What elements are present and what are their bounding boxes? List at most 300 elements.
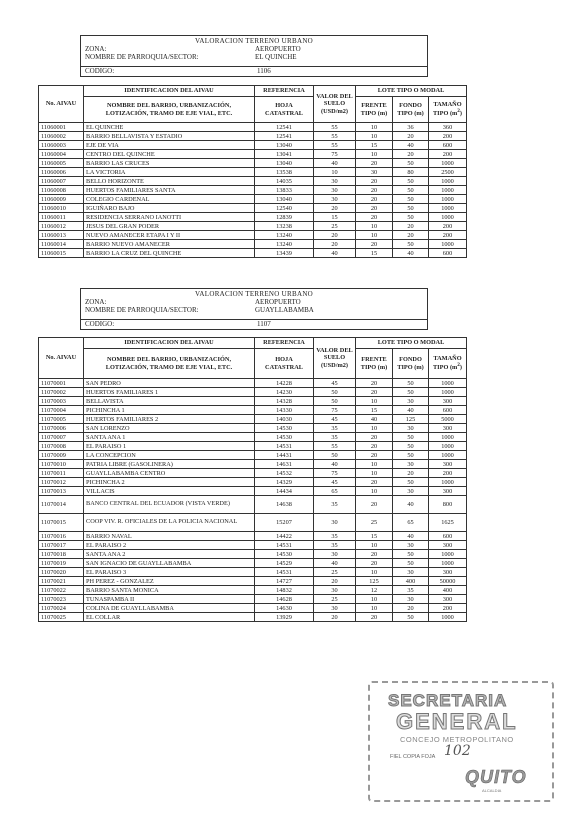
col-referencia: REFERENCIA [255,338,314,349]
cell-valor: 50 [314,397,356,406]
cell-frente: 10 [356,424,393,433]
cell-hoja: 14531 [255,568,314,577]
cell-frente: 10 [356,123,393,132]
col-valor: VALOR DEL SUELO (USD/m2) [314,86,356,123]
cell-hoja: 14530 [255,433,314,442]
cell-valor: 20 [314,240,356,249]
cell-valor: 45 [314,478,356,487]
cell-no-aivau: 11060015 [39,249,84,258]
stamp-line1: SECRETARIA [388,691,508,710]
col-tamano: TAMAÑO TIPO $(m^2)$ [429,349,467,379]
cell-valor: 25 [314,222,356,231]
cell-fondo: 40 [393,249,429,258]
table-row [39,213,467,222]
cell-no-aivau: 11060014 [39,240,84,249]
cell-tamano: 1000 [429,451,467,460]
cell-hoja: 14230 [255,388,314,397]
cell-nombre: SAN LORENZO [84,424,255,433]
cell-frente: 20 [356,177,393,186]
cell-no-aivau: 11070009 [39,451,84,460]
table-row [39,559,467,568]
table-row [39,496,467,514]
cell-fondo: 30 [393,568,429,577]
cell-fondo: 65 [393,514,429,532]
cell-no-aivau: 11070025 [39,613,84,622]
cell-nombre: IGUIÑARO BAJO [84,204,255,213]
cell-hoja: 13833 [255,186,314,195]
cell-tamano: 300 [429,595,467,604]
cell-frente: 10 [356,568,393,577]
cell-valor: 30 [314,550,356,559]
secretaria-general-stamp [368,681,554,802]
codigo-value: 1107 [257,320,271,328]
cell-nombre: EL PARAISO 1 [84,442,255,451]
col-referencia: REFERENCIA [255,86,314,97]
cell-nombre: SAN IGNACIO DE GUAYLLABAMBA [84,559,255,568]
valuation-table-quinche [38,85,467,258]
cell-hoja: 14628 [255,595,314,604]
cell-tamano: 1000 [429,186,467,195]
cell-frente: 10 [356,541,393,550]
cell-valor: 35 [314,532,356,541]
table-row [39,550,467,559]
cell-fondo: 30 [393,595,429,604]
col-lote: LOTE TIPO O MODAL [356,338,467,349]
table-row [39,442,467,451]
zona-label: ZONA: [85,45,107,54]
cell-nombre: COLINA DE GUAYLLABAMBA [84,604,255,613]
cell-frente: 30 [356,168,393,177]
cell-tamano: 600 [429,532,467,541]
table-row [39,433,467,442]
cell-fondo: 50 [393,478,429,487]
cell-no-aivau: 11070017 [39,541,84,550]
col-tamano: TAMAÑO TIPO $(m^2)$ [429,97,467,123]
cell-no-aivau: 11060003 [39,141,84,150]
cell-valor: 25 [314,568,356,577]
cell-fondo: 30 [393,541,429,550]
cell-valor: 30 [314,177,356,186]
cell-frente: 10 [356,231,393,240]
table-row [39,177,467,186]
cell-nombre: BARRIO LA CRUZ DEL QUINCHE [84,249,255,258]
col-no-aivau: No. AIVAU [39,338,84,379]
cell-no-aivau: 11060013 [39,231,84,240]
cell-tamano: 400 [429,586,467,595]
cell-nombre: BARRIO NUEVO AMANECER [84,240,255,249]
cell-fondo: 50 [393,177,429,186]
table-body [39,123,467,258]
cell-fondo: 80 [393,168,429,177]
cell-fondo: 400 [393,577,429,586]
cell-frente: 10 [356,397,393,406]
table-row [39,379,467,388]
cell-frente: 10 [356,460,393,469]
cell-fondo: 50 [393,559,429,568]
cell-frente: 15 [356,249,393,258]
cell-nombre: COOP VIV. R. OFICIALES DE LA POLICIA NACIONAL [84,514,255,532]
cell-tamano: 1000 [429,442,467,451]
cell-fondo: 50 [393,159,429,168]
cell-hoja: 12839 [255,213,314,222]
cell-nombre: HUERTOS FAMILIARES SANTA [84,186,255,195]
cell-hoja: 13240 [255,231,314,240]
cell-valor: 15 [314,213,356,222]
cell-valor: 35 [314,433,356,442]
cell-fondo: 50 [393,433,429,442]
table-row [39,150,467,159]
zona-label: ZONA: [85,298,107,307]
cell-nombre: EL PARAISO 3 [84,568,255,577]
table-row [39,595,467,604]
cell-fondo: 30 [393,487,429,496]
cell-hoja: 14328 [255,397,314,406]
cell-no-aivau: 11070007 [39,433,84,442]
table-row [39,541,467,550]
cell-no-aivau: 11060011 [39,213,84,222]
cell-hoja: 14035 [255,177,314,186]
col-tamano-label: TAMAÑO TIPO (m [432,101,462,118]
cell-valor: 55 [314,123,356,132]
cell-fondo: 20 [393,150,429,159]
cell-tamano: 1000 [429,240,467,249]
cell-hoja: 14630 [255,604,314,613]
cell-tamano: 1000 [429,159,467,168]
cell-valor: 20 [314,204,356,213]
table-row [39,397,467,406]
cell-fondo: 50 [393,613,429,622]
cell-nombre: BARRIO SANTA MONICA [84,586,255,595]
cell-frente: 20 [356,159,393,168]
table-row [39,424,467,433]
cell-hoja: 14330 [255,406,314,415]
cell-valor: 65 [314,487,356,496]
cell-frente: 10 [356,487,393,496]
cell-tamano: 5000 [429,415,467,424]
cell-nombre: PATRIA LIBRE (GASOLINERA) [84,460,255,469]
cell-no-aivau: 11070020 [39,568,84,577]
cell-tamano: 200 [429,222,467,231]
table-row [39,415,467,424]
table-row [39,478,467,487]
cell-no-aivau: 11060009 [39,195,84,204]
cell-frente: 20 [356,186,393,195]
cell-valor: 10 [314,168,356,177]
cell-frente: 20 [356,433,393,442]
cell-valor: 35 [314,496,356,514]
cell-no-aivau: 11070018 [39,550,84,559]
table-row [39,469,467,478]
cell-hoja: 13040 [255,195,314,204]
cell-nombre: BARRIO LAS CRUCES [84,159,255,168]
cell-nombre: SANTA ANA 2 [84,550,255,559]
cell-nombre: PH PEREZ - GONZALEZ [84,577,255,586]
cell-fondo: 50 [393,550,429,559]
col-tamano-sup: 2 [457,362,460,369]
cell-no-aivau: 11070006 [39,424,84,433]
cell-nombre: HUERTOS FAMILIARES 2 [84,415,255,424]
cell-tamano: 300 [429,487,467,496]
cell-hoja: 12540 [255,204,314,213]
cell-tamano: 1000 [429,195,467,204]
zona-value: AEROPUERTO [255,45,301,54]
cell-fondo: 30 [393,424,429,433]
cell-nombre: BANCO CENTRAL DEL ECUADOR (VISTA VERDE) [84,496,255,514]
cell-valor: 75 [314,406,356,415]
cell-valor: 30 [314,195,356,204]
cell-hoja: 12541 [255,123,314,132]
table-row [39,406,467,415]
col-group-ident: IDENTIFICACION DEL AIVAU [84,338,255,349]
cell-nombre: NUEVO AMANECER ETAPA I Y II [84,231,255,240]
cell-valor: 40 [314,559,356,568]
table-row [39,159,467,168]
cell-valor: 40 [314,159,356,168]
cell-valor: 40 [314,460,356,469]
cell-frente: 12 [356,586,393,595]
cell-frente: 15 [356,141,393,150]
col-tamano-label: TAMAÑO TIPO (m [432,355,462,372]
table-row [39,123,467,132]
cell-tamano: 200 [429,469,467,478]
cell-hoja: 13439 [255,249,314,258]
header-box-quinche [80,35,428,77]
cell-no-aivau: 11070012 [39,478,84,487]
cell-no-aivau: 11070019 [39,559,84,568]
cell-valor: 50 [314,388,356,397]
cell-no-aivau: 11060002 [39,132,84,141]
cell-fondo: 50 [393,195,429,204]
cell-frente: 20 [356,213,393,222]
parroquia-label: NOMBRE DE PARROQUIA/SECTOR: [85,53,199,62]
cell-hoja: 14531 [255,442,314,451]
cell-valor: 30 [314,186,356,195]
codigo-label: CODIGO: [85,67,115,75]
table-row [39,240,467,249]
cell-hoja: 14530 [255,550,314,559]
cell-nombre: EJE DE VIA [84,141,255,150]
cell-fondo: 50 [393,388,429,397]
cell-no-aivau: 11070015 [39,514,84,532]
cell-frente: 20 [356,379,393,388]
cell-hoja: 14329 [255,478,314,487]
cell-hoja: 13041 [255,150,314,159]
cell-nombre: BELLAVISTA [84,397,255,406]
cell-fondo: 50 [393,240,429,249]
cell-no-aivau: 11060008 [39,186,84,195]
cell-no-aivau: 11070002 [39,388,84,397]
cell-frente: 20 [356,451,393,460]
cell-fondo: 50 [393,204,429,213]
cell-hoja: 13240 [255,240,314,249]
cell-frente: 10 [356,132,393,141]
cell-fondo: 20 [393,231,429,240]
cell-valor: 30 [314,514,356,532]
col-hoja: HOJA CATASTRAL [255,349,314,379]
header-box-guayllabamba [80,288,428,330]
cell-frente: 10 [356,604,393,613]
cell-tamano: 300 [429,397,467,406]
col-fondo: FONDO TIPO (m) [393,97,429,123]
cell-tamano: 1625 [429,514,467,532]
cell-tamano: 1000 [429,379,467,388]
cell-hoja: 15207 [255,514,314,532]
cell-hoja: 14631 [255,460,314,469]
table-row [39,168,467,177]
cell-tamano: 1000 [429,613,467,622]
cell-tamano: 1000 [429,204,467,213]
cell-frente: 40 [356,415,393,424]
cell-nombre: CENTRO DEL QUINCHE [84,150,255,159]
cell-tamano: 1000 [429,478,467,487]
table-row [39,186,467,195]
cell-hoja: 14638 [255,496,314,514]
codigo-value: 1106 [257,67,271,75]
cell-nombre: BARRIO BELLAVISTA Y ESTADIO [84,132,255,141]
cell-hoja: 13040 [255,141,314,150]
cell-valor: 45 [314,415,356,424]
cell-fondo: 50 [393,451,429,460]
cell-fondo: 125 [393,415,429,424]
col-nombre: NOMBRE DEL BARRIO, URBANIZACIÓN, LOTIZACIÓN, TRAMO DE EJE VIAL, ETC. [84,349,255,379]
cell-no-aivau: 11070001 [39,379,84,388]
cell-fondo: 50 [393,186,429,195]
cell-hoja: 14422 [255,532,314,541]
cell-valor: 55 [314,141,356,150]
table-row [39,604,467,613]
cell-valor: 30 [314,586,356,595]
cell-no-aivau: 11060001 [39,123,84,132]
cell-frente: 20 [356,442,393,451]
cell-no-aivau: 11060004 [39,150,84,159]
cell-valor: 45 [314,379,356,388]
cell-frente: 20 [356,496,393,514]
cell-valor: 75 [314,469,356,478]
col-hoja: HOJA CATASTRAL [255,97,314,123]
parroquia-value: EL QUINCHE [255,53,297,62]
cell-no-aivau: 11070021 [39,577,84,586]
cell-frente: 20 [356,550,393,559]
cell-hoja: 13929 [255,613,314,622]
table-row [39,204,467,213]
cell-frente: 25 [356,514,393,532]
cell-no-aivau: 11070010 [39,460,84,469]
cell-nombre: PICHINCHA 2 [84,478,255,487]
cell-hoja: 14228 [255,379,314,388]
cell-no-aivau: 11070013 [39,487,84,496]
cell-no-aivau: 11070008 [39,442,84,451]
cell-fondo: 50 [393,213,429,222]
cell-tamano: 200 [429,604,467,613]
cell-valor: 50 [314,451,356,460]
zona-value: AEROPUERTO [255,298,301,307]
cell-tamano: 200 [429,150,467,159]
cell-tamano: 300 [429,568,467,577]
cell-valor: 35 [314,541,356,550]
cell-no-aivau: 11060012 [39,222,84,231]
table-row [39,451,467,460]
table-row [39,577,467,586]
stamp-foja-number: 102 [444,743,471,759]
cell-frente: 125 [356,577,393,586]
cell-no-aivau: 11070003 [39,397,84,406]
cell-hoja: 13040 [255,159,314,168]
stamp-fiel-copia: FIEL COPIA FOJA [390,754,436,760]
table-row [39,231,467,240]
cell-hoja: 14532 [255,469,314,478]
cell-no-aivau: 11070016 [39,532,84,541]
cell-tamano: 1000 [429,559,467,568]
col-tamano-sup: 2 [457,108,460,115]
cell-nombre: GUAYLLABAMBA CENTRO [84,469,255,478]
cell-hoja: 14434 [255,487,314,496]
cell-no-aivau: 11060005 [39,159,84,168]
cell-nombre: HUERTOS FAMILIARES 1 [84,388,255,397]
cell-frente: 20 [356,613,393,622]
parroquia-label: NOMBRE DE PARROQUIA/SECTOR: [85,306,199,315]
cell-hoja: 14030 [255,415,314,424]
cell-frente: 10 [356,469,393,478]
cell-tamano: 600 [429,406,467,415]
cell-fondo: 40 [393,406,429,415]
cell-fondo: 30 [393,397,429,406]
cell-hoja: 13538 [255,168,314,177]
cell-tamano: 200 [429,231,467,240]
cell-tamano: 300 [429,541,467,550]
cell-nombre: BELLO HORIZONTE [84,177,255,186]
cell-frente: 15 [356,406,393,415]
cell-tamano: 300 [429,424,467,433]
cell-hoja: 13238 [255,222,314,231]
cell-nombre: COLEGIO CARDENAL [84,195,255,204]
cell-hoja: 14529 [255,559,314,568]
cell-no-aivau: 11060007 [39,177,84,186]
cell-valor: 25 [314,595,356,604]
cell-fondo: 20 [393,222,429,231]
cell-tamano: 1000 [429,177,467,186]
col-frente: FRENTE TIPO (m) [356,97,393,123]
cell-valor: 75 [314,150,356,159]
col-group-ident: IDENTIFICACION DEL AIVAU [84,86,255,97]
cell-fondo: 35 [393,586,429,595]
cell-frente: 20 [356,559,393,568]
cell-tamano: 2500 [429,168,467,177]
cell-no-aivau: 11070014 [39,496,84,514]
cell-valor: 20 [314,577,356,586]
table-row [39,586,467,595]
table-row [39,222,467,231]
cell-fondo: 36 [393,123,429,132]
table-body [39,379,467,622]
cell-nombre: EL COLLAR [84,613,255,622]
cell-frente: 10 [356,150,393,159]
cell-nombre: PICHINCHA 1 [84,406,255,415]
stamp-line2: GENERAL [396,709,518,734]
cell-tamano: 800 [429,496,467,514]
table-row [39,532,467,541]
cell-tamano: 300 [429,460,467,469]
cell-valor: 35 [314,424,356,433]
section-title: VALORACION TERRENO URBANO [194,290,314,298]
col-fondo: FONDO TIPO (m) [393,349,429,379]
cell-frente: 15 [356,532,393,541]
cell-tamano: 50000 [429,577,467,586]
section-title: VALORACION TERRENO URBANO [194,37,314,45]
cell-hoja: 14832 [255,586,314,595]
cell-frente: 20 [356,388,393,397]
cell-hoja: 12541 [255,132,314,141]
quito-logo-sub: ALCALDIA [482,788,502,793]
